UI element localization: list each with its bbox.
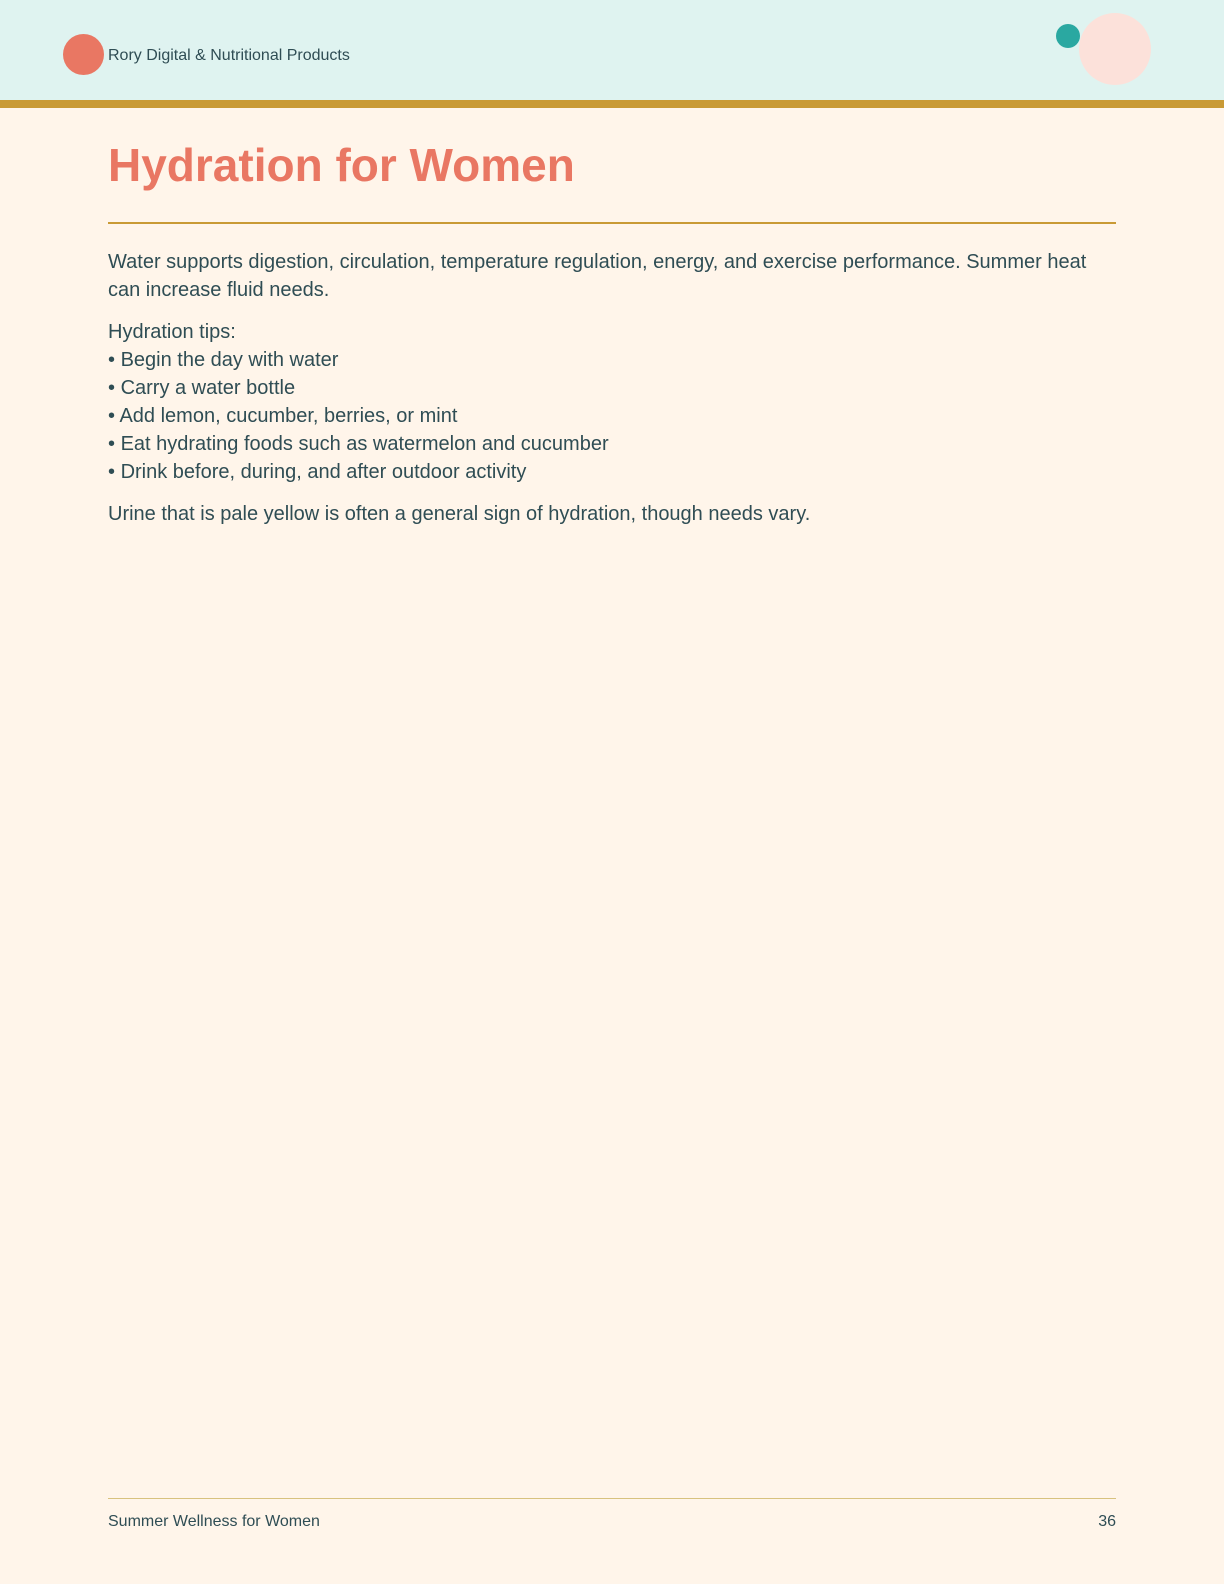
intro-paragraph: Water supports digestion, circulation, temperature regulation, energy, and exercise performance. Summer heat can increase fluid needs.: [108, 251, 1087, 301]
page-header: [0, 0, 1224, 100]
logo-circle-icon: [63, 34, 104, 75]
decorative-teal-circle-icon: [1056, 24, 1080, 48]
title-divider: [108, 222, 1116, 224]
main-content: [108, 108, 1116, 528]
footer-document-title: Summer Wellness for Women: [108, 1513, 320, 1530]
decorative-pink-circle-icon: [1079, 13, 1151, 85]
page-number: 36: [1098, 1513, 1116, 1530]
tips-list: [108, 346, 1116, 486]
header-divider-bar: [0, 100, 1224, 108]
tips-heading: Hydration tips:: [108, 321, 236, 343]
hydration-note: Urine that is pale yellow is often a general sign of hydration, though needs vary.: [108, 503, 811, 525]
brand-name: Rory Digital & Nutritional Products: [108, 47, 350, 64]
list-item: • Drink before, during, and after outdoor activity: [108, 458, 1116, 486]
list-item: • Carry a water bottle: [108, 374, 1116, 402]
list-item: • Add lemon, cucumber, berries, or mint: [108, 402, 1116, 430]
footer-divider: [108, 1498, 1116, 1499]
list-item: • Begin the day with water: [108, 346, 1116, 374]
list-item: • Eat hydrating foods such as watermelon and cucumber: [108, 430, 1116, 458]
page-title: Hydration for Women: [108, 139, 575, 191]
